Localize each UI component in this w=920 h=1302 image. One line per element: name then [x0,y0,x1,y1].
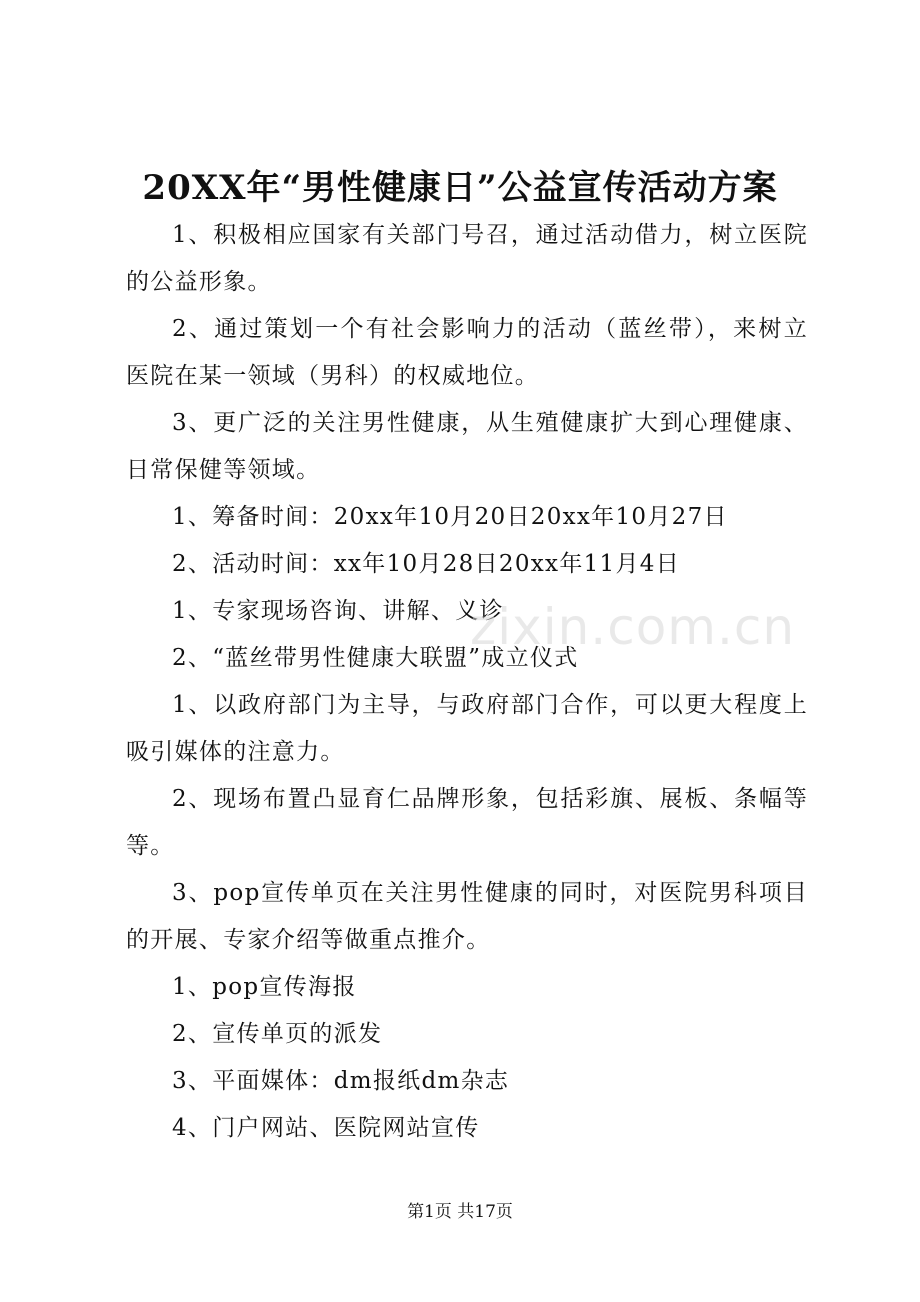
paragraph: 3、更广泛的关注男性健康，从生殖健康扩大到心理健康、日常保健等领域。 [126,410,808,483]
paragraph: 2、现场布置凸显育仁品牌形象，包括彩旗、展板、条幅等等。 [126,786,808,859]
document-body [126,212,808,1152]
document-title: 20XX年“男性健康日”公益宣传活动方案 [142,168,778,208]
paragraph: 2、“蓝丝带男性健康大联盟”成立仪式 [172,645,579,671]
paragraph: 3、平面媒体：dm报纸dm杂志 [172,1068,510,1094]
paragraph: 1、专家现场咨询、讲解、义诊 [172,598,504,624]
watermark: zixin.com.cn [470,598,796,656]
paragraph: 4、门户网站、医院网站宣传 [172,1115,480,1141]
paragraph: 1、以政府部门为主导，与政府部门合作，可以更大程度上吸引媒体的注意力。 [126,692,808,765]
page-footer: 第1页 共17页 [407,1202,513,1222]
paragraph: 2、活动时间：xx年10月28日20xx年11月4日 [172,551,681,577]
paragraph: 1、筹备时间：20xx年10月20日20xx年10月27日 [172,504,728,530]
paragraph: 1、积极相应国家有关部门号召，通过活动借力，树立医院的公益形象。 [126,222,808,295]
paragraph: 1、pop宣传海报 [172,974,357,1000]
paragraph: 2、通过策划一个有社会影响力的活动（蓝丝带），来树立医院在某一领域（男科）的权威地位。 [126,316,808,389]
paragraph: 2、宣传单页的派发 [172,1021,383,1047]
paragraph: 3、pop宣传单页在关注男性健康的同时，对医院男科项目的开展、专家介绍等做重点推介。 [126,880,808,953]
